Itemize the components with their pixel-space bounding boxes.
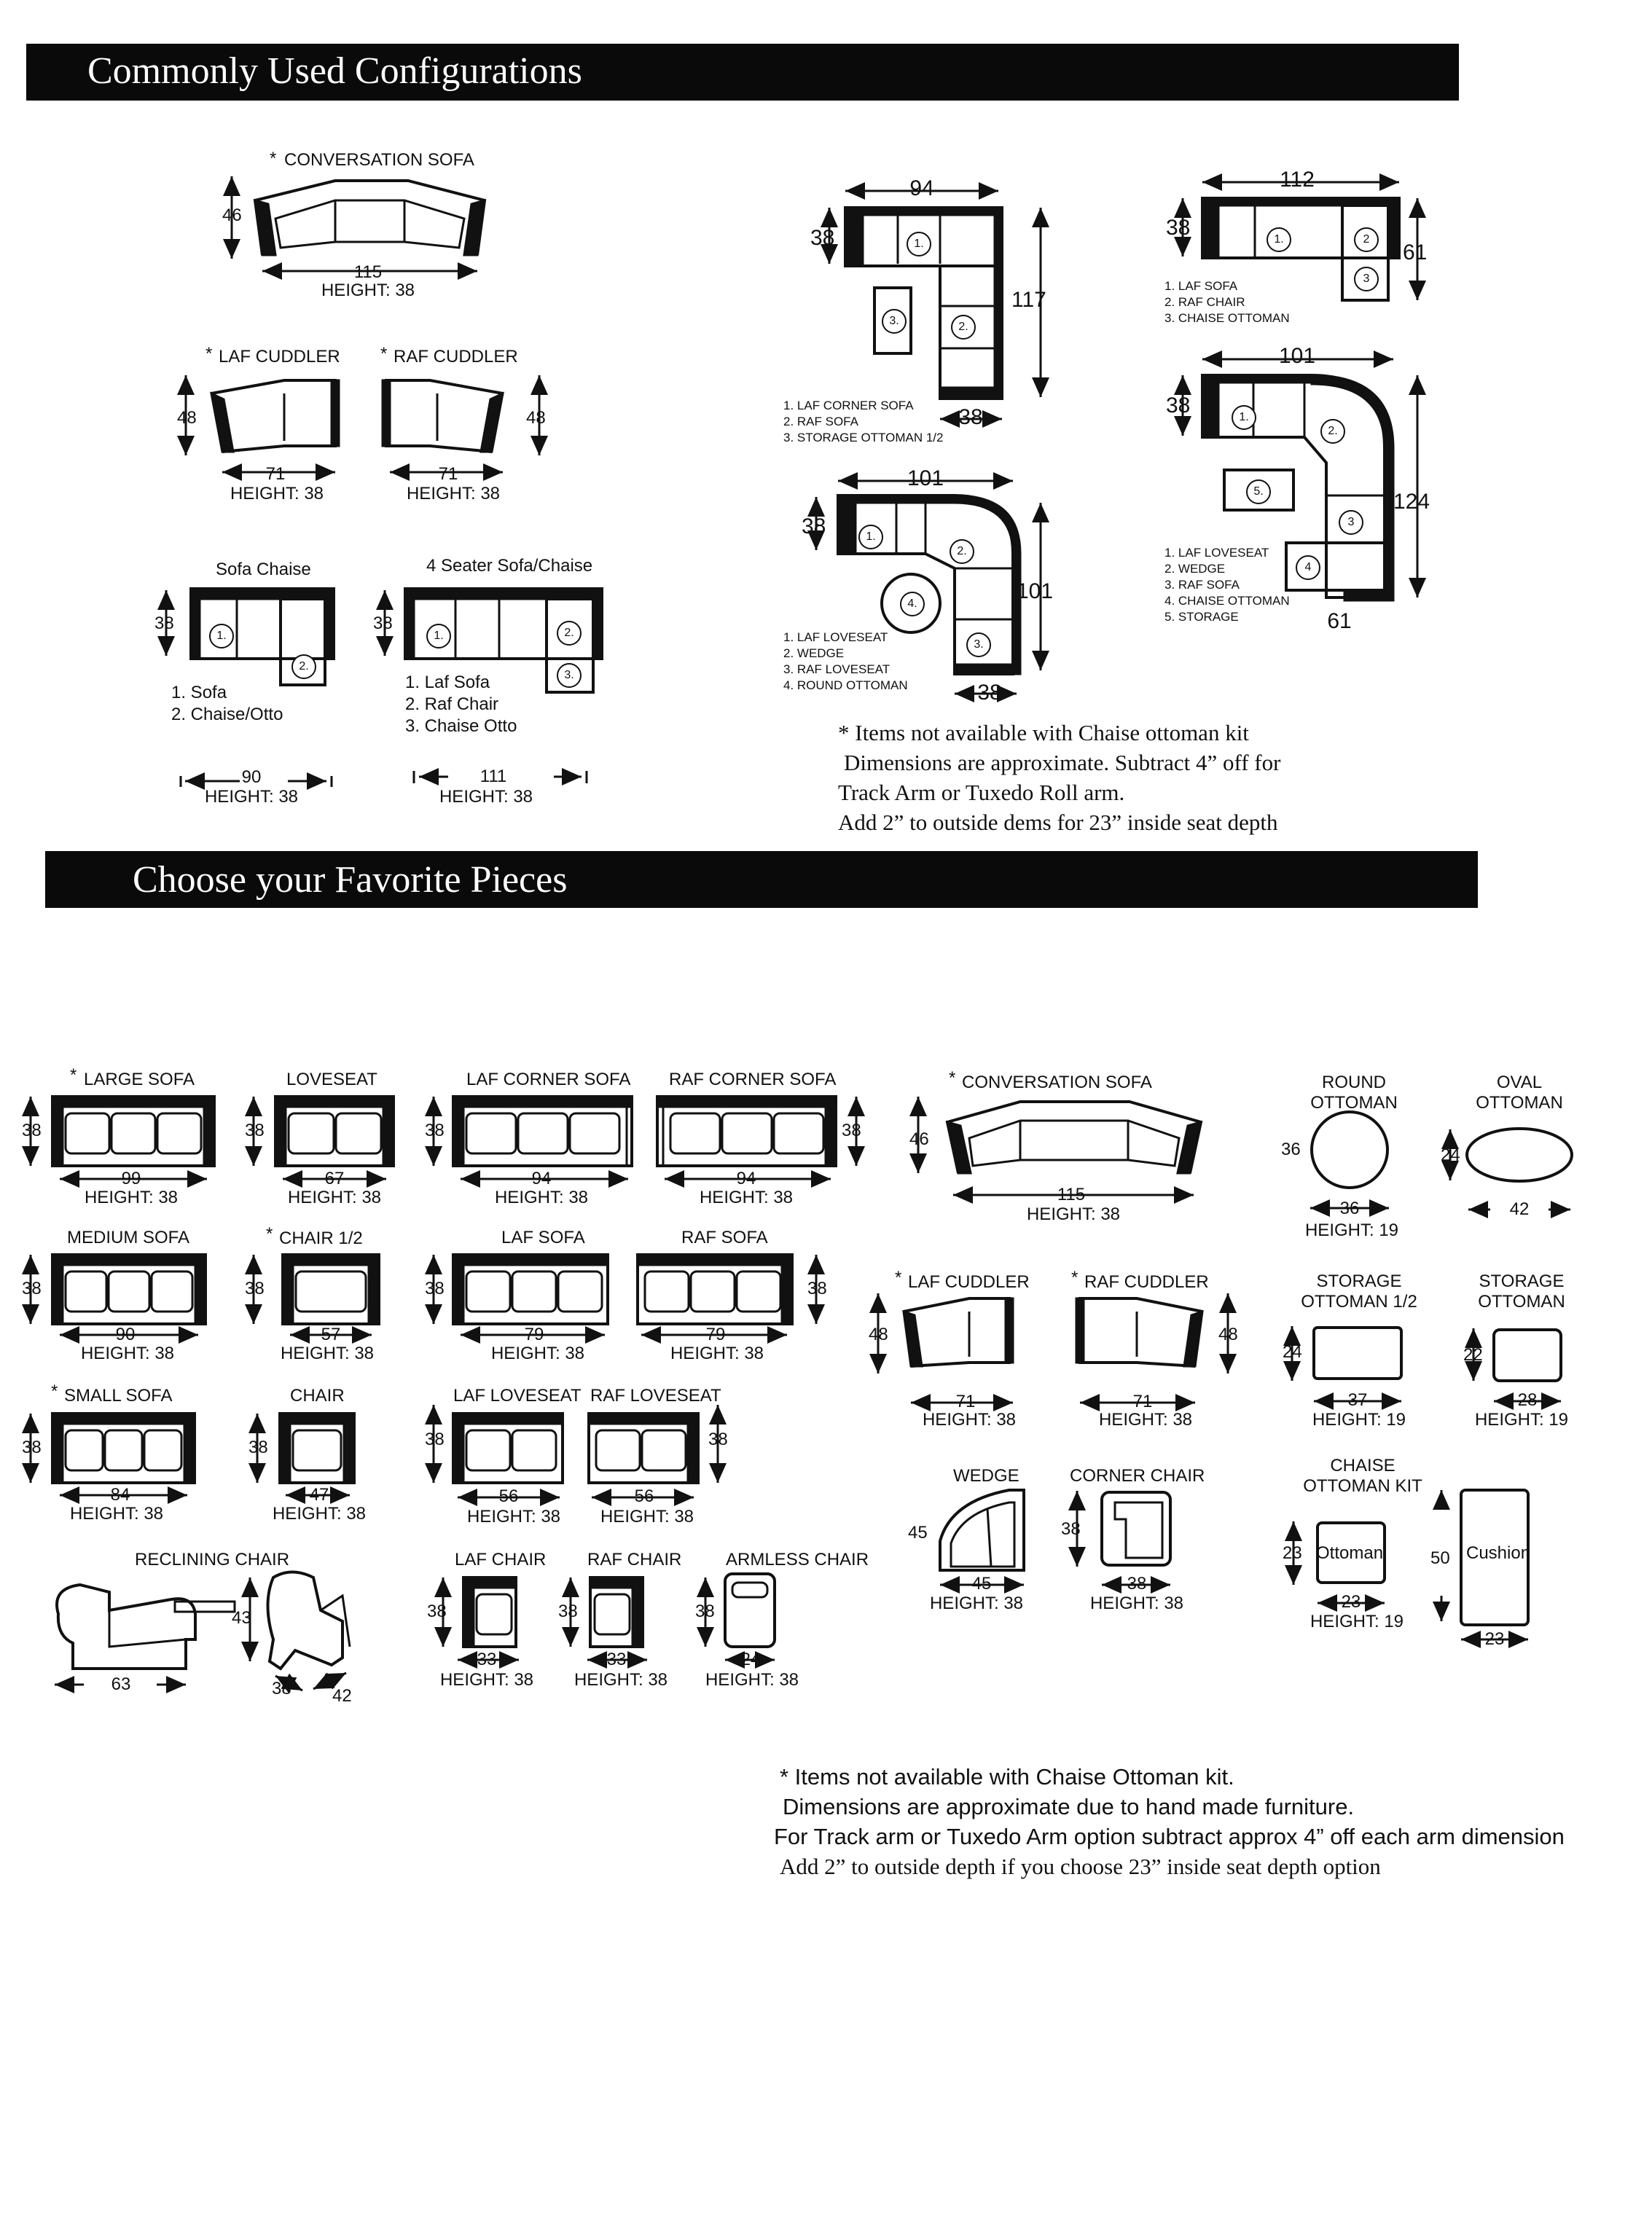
piece-oval-ottoman — [1450, 1129, 1572, 1210]
four-seater-legend-2: 2. Raf Chair — [405, 694, 499, 714]
corner-d-bottom: 61 — [1327, 609, 1352, 633]
laf-chair-label: LAF CHAIR — [455, 1550, 547, 1569]
note-top-4: Add 2” to outside dems for 23” inside seat depth — [838, 810, 1278, 835]
config-four-seater-depth: 38 — [373, 614, 393, 633]
note-top-3: Track Arm or Tuxedo Roll arm. — [838, 780, 1125, 805]
corner-c-legend-1: 1. LAF LOVESEAT — [783, 630, 888, 644]
note-top-2: Dimensions are approximate. Subtract 4” off for — [844, 750, 1281, 775]
corner-b-legend-3: 3. CHAISE OTTOMAN — [1164, 311, 1290, 325]
chair-half-depth: 38 — [245, 1279, 265, 1298]
wedge-width: 45 — [971, 1574, 992, 1594]
reclining-chair-open: 42 — [332, 1686, 352, 1706]
corner-chair-width: 38 — [1127, 1574, 1147, 1594]
loveseat-depth: 38 — [245, 1121, 265, 1140]
laf-cuddler-depth: 48 — [869, 1325, 888, 1344]
laf-cuddler-height: HEIGHT: 38 — [922, 1410, 1017, 1430]
corner-b-top: 112 — [1280, 168, 1315, 192]
chair-half-height: HEIGHT: 38 — [280, 1344, 375, 1363]
conversation-sofa-label: CONVERSATION SOFA — [962, 1073, 1152, 1092]
piece-armless-chair — [705, 1574, 775, 1660]
reclining-chair-width: 63 — [111, 1674, 131, 1694]
notes-bottom — [774, 1762, 1565, 1881]
corner-c-bottom: 38 — [977, 681, 1002, 705]
corner-b-legend-2: 2. RAF CHAIR — [1164, 295, 1245, 309]
corner-d-side: 124 — [1393, 490, 1430, 514]
note-top-1: * Items not available with Chaise ottoman kit — [838, 720, 1249, 745]
chair-half-label: CHAIR 1/2 — [279, 1228, 363, 1248]
corner-b-marker-3: 3 — [1354, 267, 1379, 291]
corner-b-legend — [1164, 278, 1290, 326]
storage-ottoman-label-1: STORAGE — [1479, 1271, 1565, 1291]
medium-sofa-label: MEDIUM SOFA — [67, 1228, 190, 1247]
sofa-chaise-legend — [171, 682, 283, 726]
corner-d-marker-4: 4 — [1296, 555, 1320, 580]
large-sofa-star: * — [70, 1065, 77, 1085]
storage-ottoman-label-2: OTTOMAN — [1478, 1292, 1565, 1312]
corner-d-legend-5: 5. STORAGE — [1164, 610, 1239, 624]
configurations-title: Commonly Used Configurations — [87, 50, 582, 92]
raf-loveseat-label: RAF LOVESEAT — [590, 1386, 721, 1406]
chaise-kit-cushion-length: 50 — [1430, 1548, 1450, 1568]
sofa-chaise-legend-1: 1. Sofa — [171, 683, 227, 702]
corner-c-legend — [783, 630, 908, 694]
storage-ottoman-half-depth: 24 — [1283, 1342, 1302, 1362]
corner-c-legend-3: 3. RAF LOVESEAT — [783, 662, 890, 676]
chaise-kit-label-1: CHAISE — [1330, 1456, 1395, 1475]
raf-cuddler-piece-star: * — [1071, 1268, 1079, 1288]
corner-d-marker-5: 5. — [1246, 479, 1271, 504]
corner-d-top: 101 — [1278, 344, 1316, 368]
laf-cuddler-star: * — [205, 344, 213, 364]
medium-sofa-width: 90 — [115, 1325, 136, 1344]
config-raf-cuddler-height: HEIGHT: 38 — [406, 484, 501, 503]
chaise-kit-cushion-width: 23 — [1484, 1629, 1505, 1649]
config-conv-depth: 46 — [222, 205, 242, 225]
raf-loveseat-width: 56 — [634, 1486, 654, 1506]
config-sofa-chaise-label: Sofa Chaise — [216, 560, 311, 579]
corner-c-marker-3: 3. — [966, 632, 991, 657]
laf-corner-sofa-height: HEIGHT: 38 — [494, 1188, 589, 1207]
corner-c-marker-4: 4. — [900, 592, 925, 616]
piece-reclining-chair — [55, 1572, 350, 1691]
laf-sofa-width: 79 — [524, 1325, 544, 1344]
raf-sofa-depth: 38 — [807, 1279, 827, 1298]
chaise-kit-cushion: Cushion — [1466, 1543, 1531, 1563]
wedge-label: WEDGE — [953, 1466, 1019, 1486]
corner-d-marker-2: 2. — [1320, 419, 1345, 444]
corner-a-legend-3: 3. STORAGE OTTOMAN 1/2 — [783, 431, 944, 444]
corner-d-legend-4: 4. CHAISE OTTOMAN — [1164, 594, 1290, 608]
corner-b-depth: 38 — [1166, 216, 1191, 240]
medium-sofa-height: HEIGHT: 38 — [80, 1344, 175, 1363]
chair-depth: 38 — [248, 1438, 268, 1457]
note-bottom-3: For Track arm or Tuxedo Arm option subtract approx 4” off each arm dimension — [774, 1824, 1565, 1849]
config-raf-cuddler-label: RAF CUDDLER — [394, 347, 518, 367]
storage-ottoman-half-height: HEIGHT: 19 — [1312, 1410, 1406, 1430]
note-bottom-2: Dimensions are approximate due to hand made furniture. — [783, 1794, 1355, 1819]
chaise-kit-label-2: OTTOMAN KIT — [1303, 1476, 1422, 1496]
four-seater-legend-3: 3. Chaise Otto — [405, 716, 517, 736]
piece-raf-loveseat — [589, 1405, 718, 1497]
laf-loveseat-height: HEIGHT: 38 — [466, 1507, 561, 1527]
raf-cuddler-height: HEIGHT: 38 — [1098, 1410, 1193, 1430]
raf-loveseat-height: HEIGHT: 38 — [600, 1507, 694, 1527]
round-ottoman-height: HEIGHT: 19 — [1304, 1220, 1399, 1240]
laf-cuddler-label: LAF CUDDLER — [908, 1272, 1030, 1292]
corner-d-depth: 38 — [1166, 393, 1191, 418]
corner-a-marker-1: 1. — [907, 232, 931, 256]
wedge-depth: 45 — [908, 1523, 928, 1543]
config-four-seater-width: 111 — [479, 767, 507, 786]
round-ottoman-label-1: ROUND — [1322, 1073, 1386, 1092]
chaise-kit-depth: 23 — [1283, 1543, 1302, 1563]
raf-corner-sofa-depth: 38 — [842, 1121, 861, 1140]
large-sofa-width: 99 — [121, 1169, 141, 1188]
corner-c-legend-2: 2. WEDGE — [783, 646, 845, 660]
piece-round-ottoman — [1310, 1112, 1389, 1208]
conversation-sofa-height: HEIGHT: 38 — [1026, 1204, 1121, 1224]
config-laf-cuddler-depth: 48 — [177, 408, 197, 428]
small-sofa-star: * — [51, 1382, 58, 1401]
raf-cuddler-label: RAF CUDDLER — [1084, 1272, 1209, 1292]
medium-sofa-depth: 38 — [22, 1279, 42, 1298]
chair-label: CHAIR — [290, 1386, 345, 1406]
chaise-kit-width: 23 — [1341, 1592, 1361, 1612]
corner-a-side: 117 — [1011, 288, 1046, 312]
config-sofa-chaise-depth: 38 — [154, 614, 174, 633]
config-raf-cuddler-depth: 48 — [526, 408, 546, 428]
chair-half-star: * — [266, 1224, 273, 1244]
raf-cuddler-width: 71 — [1132, 1392, 1153, 1411]
config-four-seater-height: HEIGHT: 38 — [439, 787, 533, 807]
reclining-chair-label: RECLINING CHAIR — [135, 1550, 290, 1569]
raf-chair-width: 33 — [606, 1650, 627, 1669]
oval-ottoman-depth: 24 — [1441, 1145, 1460, 1165]
small-sofa-depth: 38 — [22, 1438, 42, 1457]
raf-cuddler-depth: 48 — [1218, 1325, 1238, 1344]
config-conv-width: 115 — [353, 262, 383, 282]
chaise-kit-ottoman: Ottoman — [1316, 1543, 1384, 1563]
conv-star: * — [270, 149, 277, 168]
piece-laf-cuddler — [878, 1293, 1013, 1403]
config-conv-label: CONVERSATION SOFA — [284, 150, 474, 170]
laf-sofa-depth: 38 — [425, 1279, 445, 1298]
raf-sofa-height: HEIGHT: 38 — [670, 1344, 764, 1363]
piece-small-sofa — [31, 1414, 195, 1495]
corner-a-legend-2: 2. RAF SOFA — [783, 415, 858, 428]
large-sofa-height: HEIGHT: 38 — [84, 1188, 179, 1207]
piece-laf-chair — [443, 1578, 519, 1660]
storage-ottoman-half-label-2: OTTOMAN 1/2 — [1301, 1292, 1417, 1312]
piece-laf-loveseat — [434, 1405, 563, 1497]
laf-corner-sofa-label: LAF CORNER SOFA — [466, 1070, 631, 1089]
corner-d-marker-3: 3 — [1339, 510, 1363, 535]
round-ottoman-width: 36 — [1339, 1199, 1360, 1218]
piece-laf-corner-sofa — [434, 1097, 632, 1179]
reclining-chair-height: 43 — [232, 1608, 251, 1628]
chaise-kit-height: HEIGHT: 19 — [1310, 1612, 1404, 1631]
corner-c-depth: 38 — [802, 514, 826, 538]
corner-chair-height: HEIGHT: 38 — [1089, 1594, 1184, 1613]
corner-d-legend-2: 2. WEDGE — [1164, 562, 1226, 576]
piece-large-sofa — [31, 1097, 214, 1179]
raf-loveseat-depth: 38 — [708, 1430, 728, 1449]
oval-ottoman-width: 42 — [1509, 1199, 1530, 1219]
four-seater-legend-1: 1. Laf Sofa — [405, 673, 490, 692]
note-bottom-4: Add 2” to outside depth if you choose 23” inside seat depth option — [780, 1854, 1381, 1879]
config-laf-cuddler-label: LAF CUDDLER — [219, 347, 340, 367]
piece-raf-corner-sofa — [657, 1097, 856, 1179]
laf-sofa-label: LAF SOFA — [501, 1228, 585, 1247]
piece-raf-chair — [571, 1578, 647, 1660]
corner-c-side: 101 — [1017, 579, 1054, 603]
corner-d-legend-1: 1. LAF LOVESEAT — [1164, 546, 1269, 560]
config-raf-cuddler-width: 71 — [438, 464, 458, 484]
sofa-chaise-legend-2: 2. Chaise/Otto — [171, 705, 283, 724]
round-ottoman-depth: 36 — [1281, 1140, 1301, 1159]
config-corner-a — [829, 191, 1041, 419]
conversation-sofa-width: 115 — [1057, 1185, 1086, 1204]
laf-corner-sofa-depth: 38 — [425, 1121, 445, 1140]
small-sofa-width: 84 — [110, 1485, 130, 1505]
four-seater-marker-2: 2. — [557, 621, 582, 646]
oval-ottoman-label-2: OTTOMAN — [1476, 1093, 1563, 1113]
laf-cuddler-width: 71 — [955, 1392, 976, 1411]
piece-chair-half — [254, 1255, 379, 1335]
four-seater-marker-3: 3. — [557, 663, 582, 688]
laf-cuddler-piece-star: * — [895, 1268, 902, 1288]
corner-a-depth: 38 — [810, 226, 835, 250]
piece-wedge — [940, 1490, 1024, 1585]
config-four-seater-label: 4 Seater Sofa/Chaise — [426, 556, 593, 576]
storage-ottoman-half-label-1: STORAGE — [1316, 1271, 1402, 1291]
laf-loveseat-label: LAF LOVESEAT — [453, 1386, 582, 1406]
corner-a-top: 94 — [909, 176, 934, 200]
laf-chair-width: 33 — [477, 1650, 497, 1669]
corner-c-marker-1: 1. — [858, 525, 883, 549]
loveseat-label: LOVESEAT — [286, 1070, 377, 1089]
storage-ottoman-half-width: 37 — [1347, 1390, 1368, 1410]
armless-chair-depth: 38 — [695, 1602, 715, 1621]
laf-loveseat-depth: 38 — [425, 1430, 445, 1449]
corner-chair-label: CORNER CHAIR — [1070, 1466, 1205, 1486]
raf-corner-sofa-height: HEIGHT: 38 — [699, 1188, 794, 1207]
config-laf-cuddler-width: 71 — [265, 464, 286, 484]
corner-c-marker-2: 2. — [950, 539, 974, 564]
chair-height: HEIGHT: 38 — [272, 1504, 367, 1524]
raf-corner-sofa-label: RAF CORNER SOFA — [669, 1070, 837, 1089]
corner-b-marker-1: 1. — [1267, 227, 1291, 252]
storage-ottoman-depth: 22 — [1463, 1345, 1483, 1365]
config-conv-height: HEIGHT: 38 — [321, 281, 415, 300]
pieces-title: Choose your Favorite Pieces — [133, 859, 568, 901]
corner-a-legend — [783, 398, 943, 446]
corner-chair-depth: 38 — [1061, 1519, 1081, 1539]
storage-ottoman-width: 28 — [1517, 1390, 1538, 1410]
raf-sofa-label: RAF SOFA — [681, 1228, 768, 1247]
laf-chair-height: HEIGHT: 38 — [439, 1670, 534, 1690]
conversation-sofa-depth: 46 — [909, 1129, 929, 1149]
four-seater-legend — [405, 672, 517, 737]
loveseat-height: HEIGHT: 38 — [287, 1188, 382, 1207]
raf-corner-sofa-width: 94 — [736, 1169, 756, 1188]
corner-a-marker-2: 2. — [951, 315, 976, 340]
piece-raf-cuddler — [1076, 1293, 1228, 1403]
corner-d-marker-1: 1. — [1232, 405, 1256, 430]
reclining-chair-depth: 38 — [272, 1679, 291, 1698]
raf-cuddler-star: * — [380, 344, 388, 364]
raf-sofa-width: 79 — [705, 1325, 726, 1344]
round-ottoman-label-2: OTTOMAN — [1310, 1093, 1398, 1113]
corner-b-side: 61 — [1403, 240, 1428, 264]
piece-medium-sofa — [31, 1255, 205, 1335]
corner-a-marker-3: 3. — [882, 309, 907, 334]
raf-chair-label: RAF CHAIR — [587, 1550, 682, 1569]
wedge-height: HEIGHT: 38 — [929, 1594, 1024, 1613]
armless-chair-width: 24 — [740, 1650, 761, 1669]
piece-corner-chair — [1077, 1491, 1170, 1585]
config-sofa-chaise-width: 90 — [241, 767, 262, 787]
chair-width: 47 — [309, 1485, 329, 1505]
laf-sofa-height: HEIGHT: 38 — [490, 1344, 585, 1363]
corner-d-legend-3: 3. RAF SOFA — [1164, 578, 1240, 592]
chair-half-width: 57 — [321, 1325, 341, 1344]
corner-c-legend-4: 4. ROUND OTTOMAN — [783, 678, 908, 692]
config-raf-cuddler — [383, 375, 539, 472]
loveseat-width: 67 — [324, 1169, 345, 1188]
corner-b-marker-2: 2 — [1354, 227, 1379, 252]
config-laf-cuddler-height: HEIGHT: 38 — [230, 484, 324, 503]
laf-loveseat-width: 56 — [498, 1486, 519, 1506]
piece-raf-sofa — [638, 1255, 816, 1335]
corner-a-legend-1: 1. LAF CORNER SOFA — [783, 399, 914, 412]
piece-chair — [257, 1414, 354, 1495]
storage-ottoman-height: HEIGHT: 19 — [1474, 1410, 1569, 1430]
oval-ottoman-label-1: OVAL — [1496, 1073, 1543, 1092]
armless-chair-height: HEIGHT: 38 — [705, 1670, 799, 1690]
large-sofa-depth: 38 — [22, 1121, 42, 1140]
sofa-chaise-marker-1: 1. — [209, 624, 234, 648]
corner-b-legend-1: 1. LAF SOFA — [1164, 279, 1238, 293]
piece-storage-ottoman-half — [1292, 1326, 1401, 1401]
small-sofa-label: SMALL SOFA — [64, 1386, 173, 1406]
armless-chair-label: ARMLESS CHAIR — [726, 1550, 869, 1569]
raf-chair-height: HEIGHT: 38 — [573, 1670, 668, 1690]
corner-d-legend — [1164, 545, 1290, 625]
corner-c-top: 101 — [907, 466, 944, 490]
config-sofa-chaise-height: HEIGHT: 38 — [204, 787, 299, 807]
large-sofa-label: LARGE SOFA — [84, 1070, 195, 1089]
corner-a-bottom: 38 — [958, 405, 983, 429]
laf-corner-sofa-width: 94 — [531, 1169, 552, 1188]
four-seater-marker-1: 1. — [426, 624, 451, 648]
config-conversation-sofa — [232, 176, 485, 271]
piece-laf-sofa — [434, 1255, 608, 1335]
note-bottom-1: * Items not available with Chaise Ottoman kit. — [780, 1764, 1234, 1790]
laf-chair-depth: 38 — [427, 1602, 447, 1621]
small-sofa-height: HEIGHT: 38 — [69, 1504, 164, 1524]
piece-conversation-sofa — [918, 1097, 1201, 1195]
config-laf-cuddler — [186, 375, 339, 472]
conv-sofa-star: * — [949, 1068, 956, 1088]
notes-top — [838, 718, 1280, 837]
sofa-chaise-marker-2: 2. — [291, 654, 316, 679]
raf-chair-depth: 38 — [558, 1602, 578, 1621]
piece-loveseat — [254, 1097, 394, 1179]
